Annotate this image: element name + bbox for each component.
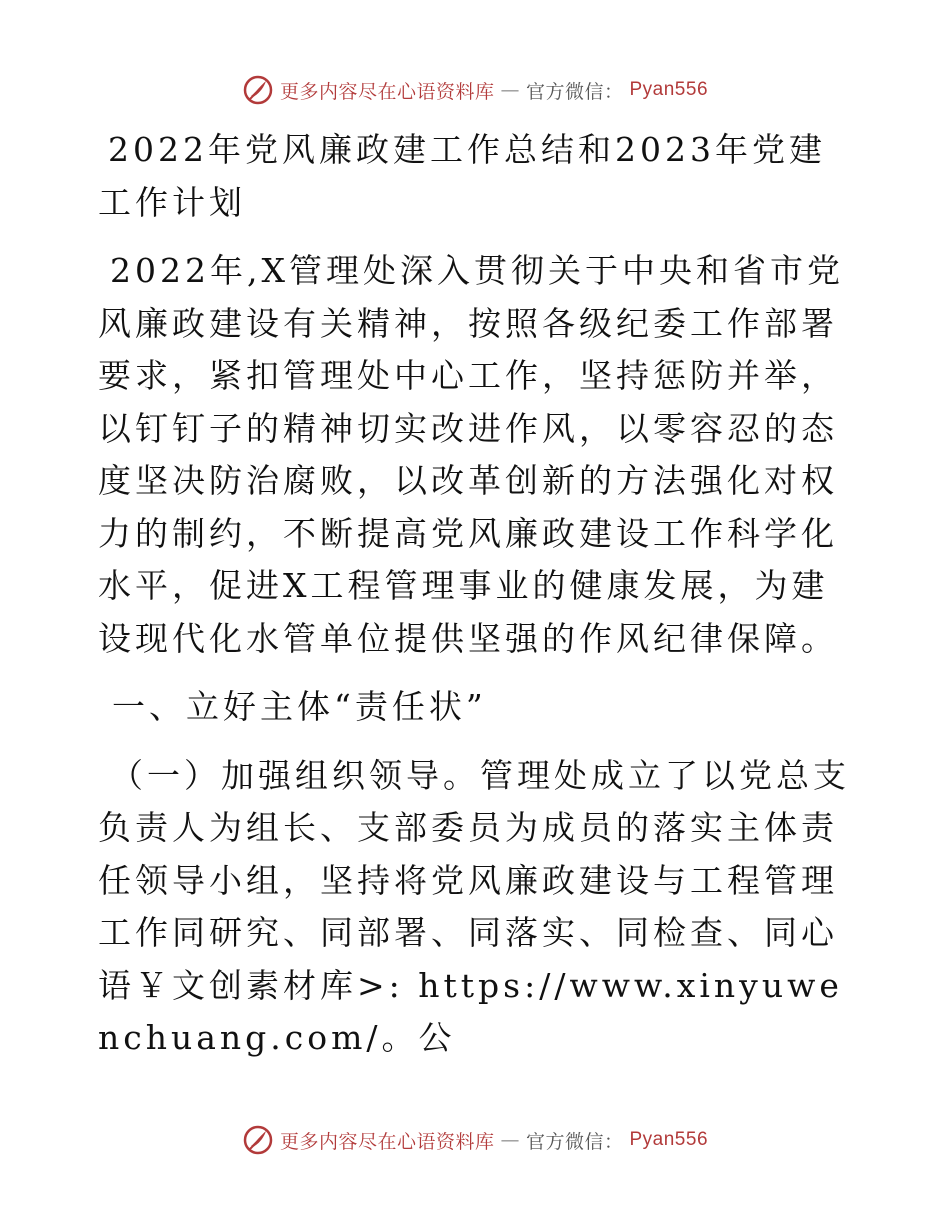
watermark-label: 官方微信：: [525, 1130, 624, 1153]
watermark-site-text: 更多内容尽在心语资料库: [279, 80, 495, 103]
document-title: 2022年党风廉政建工作总结和2023年党建工作计划: [98, 130, 826, 222]
watermark-wechat-id: Pyan556: [629, 79, 709, 100]
section-heading: 一、立好主体“责任状”: [112, 687, 487, 726]
watermark-footer: [0, 1122, 950, 1158]
watermark-separator: —: [500, 79, 520, 101]
watermark-header: [0, 72, 950, 108]
watermark-label: 官方微信：: [525, 80, 624, 103]
section-paragraph: （一）加强组织领导。管理处成立了以党总支负责人为组长、支部委员为成员的落实主体责任领导小组，坚持将党风廉政建设与工程管理工作同研究、同部署、同落实、同检查、同心语￥文创素材库>: https://www.xinyuwenchuang.com/。公: [98, 755, 850, 1057]
watermark-site-text: 更多内容尽在心语资料库: [279, 1130, 495, 1153]
intro-paragraph: 2022年,X管理处深入贯彻关于中央和省市党风廉政建设有关精神，按照各级纪委工作部署要求，紧扣管理处中心工作，坚持惩防并举，以钉钉子的精神切实改进作风，以零容忍的态度坚决防治腐败，以改革创新的方法强化对权力的制约，不断提高党风廉政建设工作科学化水平，促进X工程管理事业的健康发展，为建设现代化水管单位提供坚强的作风纪律保障。: [98, 251, 844, 658]
watermark-wechat-id: Pyan556: [629, 1129, 709, 1150]
document-body: [98, 124, 858, 1065]
watermark-separator: —: [500, 1129, 520, 1151]
feather-circle-icon: [242, 74, 274, 106]
feather-circle-icon: [242, 1124, 274, 1156]
